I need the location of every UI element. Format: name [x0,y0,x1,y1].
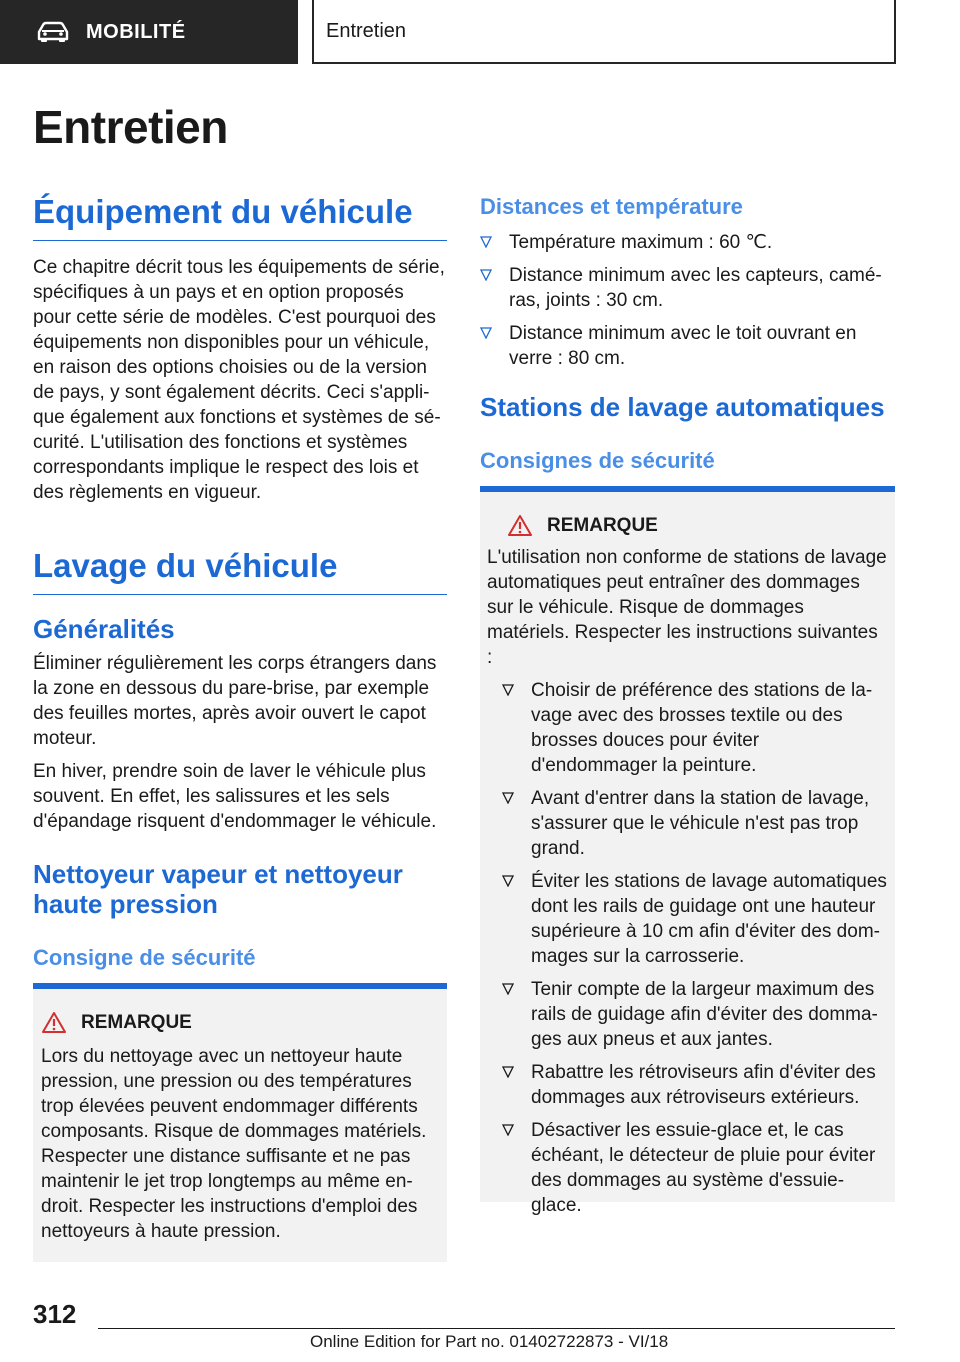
bullet-triangle-icon [480,236,492,248]
safety-notices-heading: Consignes de sécurité [480,448,715,473]
list-item: Choisir de préférence des stations de lavage avec des brosses textile ou des brosses douces pour éviter d'endommager la peinture. [502,678,887,778]
notice-instructions-list [487,678,887,1218]
distances-list [480,230,890,379]
footer-divider [98,1328,895,1329]
washing-heading: Lavage du véhicule [33,546,447,595]
list-item: Avant d'entrer dans la station de lavage, s'assurer que le véhicule n'est pas trop grand. [502,786,887,861]
bullet-triangle-icon [502,684,514,696]
general-paragraph-1: Éliminer régulièrement les corps étrangers dans la zone en dessous du pare-brise, par exemple des feuilles mortes, après avoir ouvert le capot moteur. [33,653,437,749]
equipment-text: Ce chapitre décrit tous les équipements de série, spécifiques à un pays et en option proposés pour cette série de modèles. C'est pourquoi des équipements non disponibles pour un véhicule, en raison des options choisies ou de la version de pays, y sont également décrits. Ceci s'applique également aux fonctions et systèmes de sécurité. L'utilisation des fonctions et systèmes correspondants implique le respect des lois et des règlements en vigueur. [33,257,445,503]
header-section-label: Entretien [326,19,407,42]
notice-header [41,1011,439,1034]
steam-cleaner-heading: Nettoyeur vapeur et nettoyeur haute pression [33,859,403,919]
header-tab-label: MOBILITÉ [86,20,186,43]
header-tab[interactable] [0,0,298,64]
general-paragraph-2: En hiver, prendre soin de laver le véhicule plus souvent. En effet, les salissures et les sels d'épandage risquent d'endommager le véhicule. [33,761,437,832]
car-wash-warning-notice [480,486,895,1216]
bullet-triangle-icon [502,983,514,995]
car-icon [36,21,70,43]
equipment-heading: Équipement du véhicule [33,192,447,241]
bullet-triangle-icon [480,327,492,339]
list-item: Température maximum : 60 ℃. [480,230,890,255]
car-wash-heading: Stations de lavage automatiques [480,392,885,422]
notice-header [487,514,887,537]
page-title: Entretien [33,101,228,153]
warning-icon [507,514,533,537]
notice-title: REMARQUE [81,1011,192,1033]
notice-title: REMARQUE [547,514,658,536]
warning-icon [41,1011,67,1034]
edition-info: Online Edition for Part no. 01402722873 - VI/18 [310,1332,669,1351]
distances-heading: Distances et température [480,194,743,219]
general-heading: Généralités [33,614,175,644]
list-item: Éviter les stations de lavage automatiques dont les rails de guidage ont une hauteur supérieure à 10 cm afin d'éviter des dommages sur la carrosserie. [502,869,887,969]
notice-text: L'utilisation non conforme de stations de lavage automatiques peut entraîner des dommages sur le véhicule. Risque de dommages matériels. Respecter les instructions suivantes : [487,547,887,668]
notice-text: Lors du nettoyage avec un nettoyeur haute pression, une pression ou des températures trop élevées peuvent endommager différents composants. Risque de dommages matériels. Respecter une distance suffisante et ne pas maintenir le jet trop longtemps au même endroit. Respecter les instructions d'emploi des nettoyeurs à haute pression. [41,1046,427,1242]
bullet-triangle-icon [502,1124,514,1136]
bullet-triangle-icon [480,269,492,281]
bullet-triangle-icon [502,875,514,887]
bullet-triangle-icon [502,1066,514,1078]
list-item: Rabattre les rétroviseurs afin d'éviter des dommages aux rétroviseurs extérieurs. [502,1060,887,1110]
list-item: Désactiver les essuie-glace et, le cas échéant, le détecteur de pluie pour éviter des dommages au système d'essuie-glace. [502,1118,887,1218]
warning-notice [33,983,447,1262]
page-number: 312 [33,1299,77,1329]
list-item: Distance minimum avec le toit ouvrant en verre : 80 cm. [480,321,890,371]
safety-notice-heading: Consigne de sécurité [33,945,256,970]
header-section [312,0,896,64]
list-item: Tenir compte de la largeur maximum des rails de guidage afin d'éviter des dommages aux pneus et aux jantes. [502,977,887,1052]
list-item: Distance minimum avec les capteurs, caméras, joints : 30 cm. [480,263,890,313]
bullet-triangle-icon [502,792,514,804]
